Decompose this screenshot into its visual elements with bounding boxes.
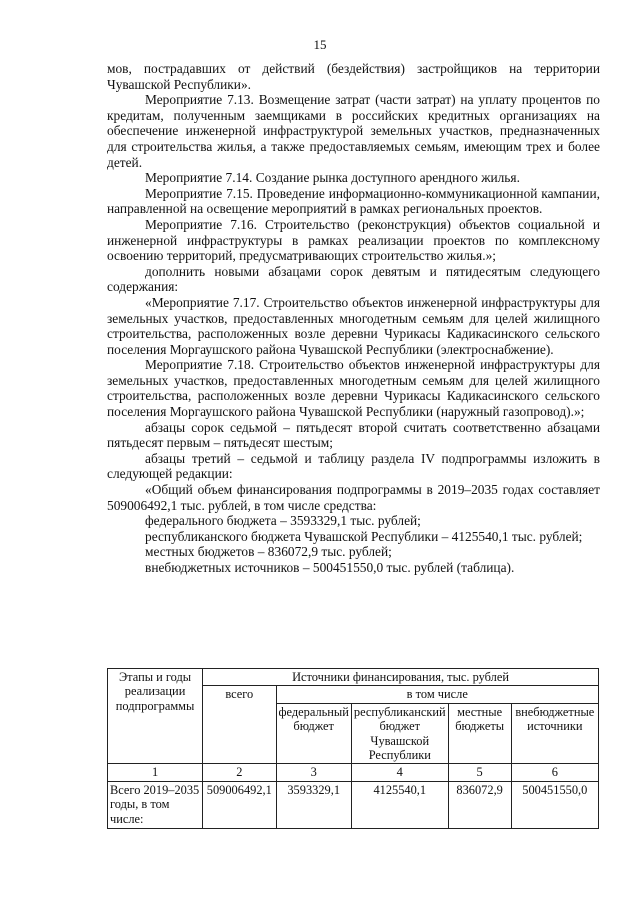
paragraph: республиканского бюджета Чувашской Республики – 4125540,1 тыс. рублей; [145,528,583,544]
header-extrabudgetary: внебюджетные источники [511,703,598,764]
column-number: 1 [108,764,203,781]
paragraph: «Общий объем финансирования подпрограммы в 2019–2035 годах составляет 509006492,1 тыс. рублей, в том числе средства: [107,482,600,513]
header-federal: федеральный бюджет [276,703,351,764]
header-including: в том числе [276,686,599,703]
paragraph: местных бюджетов – 836072,9 тыс. рублей; [145,544,392,560]
body-text [107,61,600,576]
value-republican: 4125540,1 [351,781,448,828]
paragraph: Мероприятие 7.13. Возмещение затрат (части затрат) на уплату процентов по кредитам, полученным заемщиками в российских кредитных организациях на обеспечение инженерной инфраструктурой земельных участков, предназначенных для строительства жилья, а также предоставляемых семьям, имеющим трех и более детей. [107,92,600,170]
header-republican: республиканский бюджет Чувашской Республики [351,703,448,764]
value-federal: 3593329,1 [276,781,351,828]
header-stages: Этапы и годы реализации подпрограммы [108,669,203,764]
value-local: 836072,9 [448,781,511,828]
value-extrabudgetary: 500451550,0 [511,781,598,828]
header-sources: Источники финансирования, тыс. рублей [203,669,599,686]
paragraph: абзацы сорок седьмой – пятьдесят второй считать соответственно абзацами пятьдесят первым – пятьдесят шестым; [107,419,600,451]
paragraph: Мероприятие 7.14. Создание рынка доступного арендного жилья. [145,170,520,186]
paragraph: абзацы третий – седьмой и таблицу раздела IV подпрограммы изложить в следующей редакции: [107,450,600,482]
column-number: 5 [448,764,511,781]
column-number: 3 [276,764,351,781]
row-label: Всего 2019–2035 годы, в том числе: [108,781,203,828]
column-number: 6 [511,764,598,781]
column-number: 4 [351,764,448,781]
header-local: местные бюджеты [448,703,511,764]
table-row [108,781,599,828]
paragraph: Мероприятие 7.16. Строительство (реконструкция) объектов социальной и инженерной инфраструктуры в рамках реализации проектов по комплексному освоению территорий, предусматривающих строительство жилья.»; [107,216,600,264]
paragraph: федерального бюджета – 3593329,1 тыс. рублей; [145,513,421,529]
paragraph: дополнить новыми абзацами сорок девятым и пятидесятым следующего содержания: [107,263,600,295]
financing-table [107,668,599,829]
header-total: всего [203,686,276,764]
page-number: 15 [313,37,327,52]
paragraph: Мероприятие 7.18. Строительство объектов инженерной инфраструктуры для земельных участков, предоставленных многодетным семьям для целей жилищного строительства, расположенных возле деревни Чурикасы Кадикасинского сельского поселения Моргаушского района Чувашской Республики (наружный газопровод).»; [107,357,600,420]
paragraph: «Мероприятие 7.17. Строительство объектов инженерной инфраструктуры для земельных участков, предоставленных многодетным семьям для целей жилищного строительства, расположенных возле деревни Чурикасы Кадикасинского сельского поселения Моргаушского района Чувашской Республики (электроснабжение). [107,294,600,357]
column-number: 2 [203,764,276,781]
paragraph: Мероприятие 7.15. Проведение информационно-коммуникационной кампании, направленной на освещение мероприятий в рамках региональных проектов. [107,185,600,217]
value-total: 509006492,1 [203,781,276,828]
paragraph: мов, пострадавших от действий (бездействия) застройщиков на территории Чувашской Республики». [107,61,600,92]
paragraph: внебюджетных источников – 500451550,0 тыс. рублей (таблица). [145,560,515,575]
